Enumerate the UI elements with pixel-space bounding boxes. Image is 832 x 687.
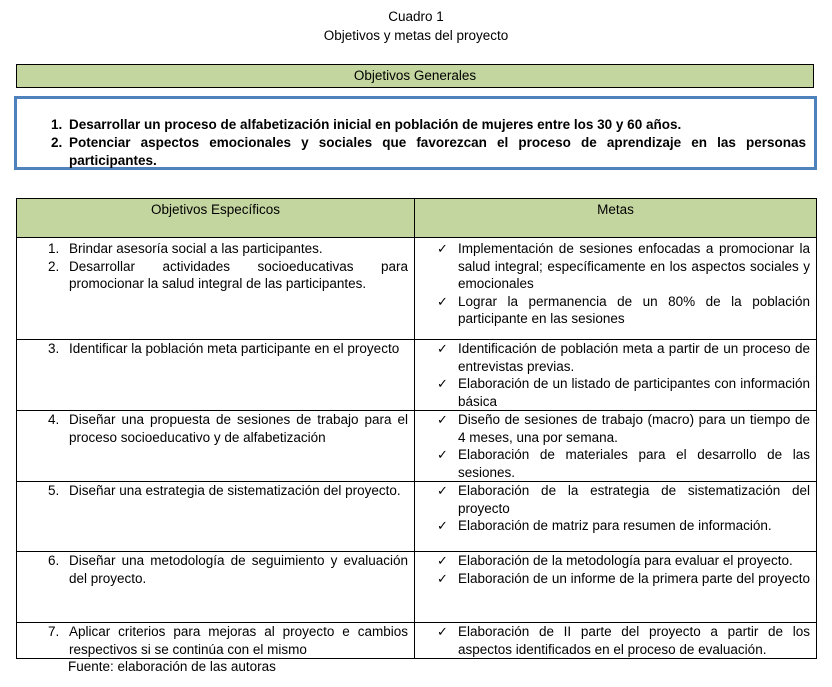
table-row	[17, 238, 817, 340]
objective-text: Brindar asesoría social a las participantes.	[69, 241, 323, 256]
objective-text: Diseñar una metodología de seguimiento y evaluación del proyecto.	[69, 553, 408, 586]
objective-text: Desarrollar actividades socioeducativas para promocionar la salud integral de las participantes.	[69, 258, 408, 291]
objective-text: Aplicar criterios para mejoras al proyecto e cambios respectivos si se continúa con el mismo	[69, 624, 408, 657]
general-objectives-list	[51, 116, 806, 170]
checkmark-icon: ✓	[437, 241, 448, 256]
item-text: Potenciar aspectos emocionales y sociales que favorezcan el proceso de aprendizaje en las personas participantes.	[69, 135, 806, 168]
objective-number: 7.	[48, 624, 60, 639]
general-objectives-box	[14, 96, 817, 170]
objectives-cell	[17, 238, 415, 340]
item-number: 1.	[51, 117, 63, 132]
goal-item	[437, 375, 810, 410]
objectives-cell	[17, 340, 415, 411]
objective-item	[48, 411, 408, 446]
objective-item	[48, 623, 408, 658]
goals-cell	[415, 238, 817, 340]
checkmark-icon: ✓	[437, 570, 448, 586]
goals-cell	[415, 482, 817, 552]
objective-number: 6.	[48, 553, 60, 568]
goal-item	[437, 293, 810, 328]
goal-item	[437, 446, 810, 481]
objectives-cell	[17, 623, 415, 659]
caption-title: Cuadro 1	[388, 9, 444, 24]
general-objective-item	[51, 116, 806, 134]
goals-cell	[415, 552, 817, 623]
objective-number: 3.	[48, 341, 60, 356]
checkmark-icon: ✓	[437, 376, 448, 391]
checkmark-icon: ✓	[437, 624, 448, 639]
goal-text: Implementación de sesiones enfocadas a promocionar la salud integral; específicamente en los aspectos sociales y emocionales	[458, 241, 810, 291]
checkmark-icon: ✓	[437, 412, 448, 427]
source-note: Fuente: elaboración de las autoras	[68, 659, 276, 674]
goals-cell	[415, 623, 817, 659]
goal-text: Elaboración de II parte del proyecto a partir de los aspectos identificados en el proceso de evaluación.	[458, 624, 810, 657]
table-row	[17, 552, 817, 623]
general-objectives-header: Objetivos Generales	[16, 64, 814, 88]
general-objective-item	[51, 134, 806, 170]
objectives-cell	[17, 411, 415, 482]
objective-number: 4.	[48, 412, 60, 427]
item-text: Desarrollar un proceso de alfabetización inicial en población de mujeres entre los 30 y 60 años.	[69, 117, 682, 132]
objective-text: Identificar la población meta participante en el proyecto	[69, 341, 400, 356]
table-header-row	[17, 199, 817, 238]
goal-item	[437, 482, 810, 517]
goal-text: Elaboración de la estrategia de sistematización del proyecto	[458, 483, 810, 516]
objective-item	[48, 240, 408, 258]
goal-text: Identificación de población meta a partir de un proceso de entrevistas previas.	[458, 341, 810, 374]
goal-text: Elaboración de un informe de la primera parte del proyecto	[458, 570, 810, 586]
table-row	[17, 411, 817, 482]
goals-cell	[415, 411, 817, 482]
checkmark-icon: ✓	[437, 293, 448, 309]
checkmark-icon: ✓	[437, 483, 448, 498]
goals-cell	[415, 340, 817, 411]
checkmark-icon: ✓	[437, 518, 448, 533]
checkmark-icon: ✓	[437, 553, 448, 568]
column-header-goals: Metas	[415, 199, 817, 238]
checkmark-icon: ✓	[437, 447, 448, 462]
objectives-cell	[17, 552, 415, 623]
goal-text: Elaboración de un listado de participantes con información básica	[458, 376, 810, 409]
goal-text: Lograr la permanencia de un 80% de la población participante en las sesiones	[458, 293, 810, 326]
goal-item	[437, 552, 810, 570]
goal-text: Elaboración de materiales para el desarrollo de las sesiones.	[458, 447, 810, 480]
goal-text: Elaboración de la metodología para evaluar el proyecto.	[458, 553, 793, 568]
objectives-goals-table	[16, 198, 817, 659]
goal-item	[437, 517, 810, 535]
objective-item	[48, 340, 408, 358]
objective-item	[48, 258, 408, 293]
objectives-cell	[17, 482, 415, 552]
checkmark-icon: ✓	[437, 341, 448, 356]
table-row	[17, 482, 817, 552]
goal-text: Elaboración de matriz para resumen de información.	[458, 518, 772, 533]
objective-text: Diseñar una estrategia de sistematización del proyecto.	[69, 483, 401, 498]
objective-number: 5.	[48, 483, 60, 498]
column-header-objectives: Objetivos Específicos	[17, 199, 415, 238]
caption-subtitle: Objetivos y metas del proyecto	[323, 28, 509, 43]
goal-item	[437, 411, 810, 446]
goal-item	[437, 570, 810, 588]
goal-item	[437, 623, 810, 658]
objective-text: Diseñar una propuesta de sesiones de trabajo para el proceso socioeducativo y de alfabetización	[69, 412, 408, 445]
objective-number: 2.	[48, 258, 60, 274]
item-number: 2.	[51, 135, 63, 150]
goal-item	[437, 340, 810, 375]
table-row	[17, 340, 817, 411]
table-row	[17, 623, 817, 659]
objective-number: 1.	[48, 241, 60, 256]
objective-item	[48, 552, 408, 587]
objective-item	[48, 482, 408, 500]
goal-item	[437, 240, 810, 293]
goal-text: Diseño de sesiones de trabajo (macro) para un tiempo de 4 meses, una por semana.	[458, 412, 810, 445]
